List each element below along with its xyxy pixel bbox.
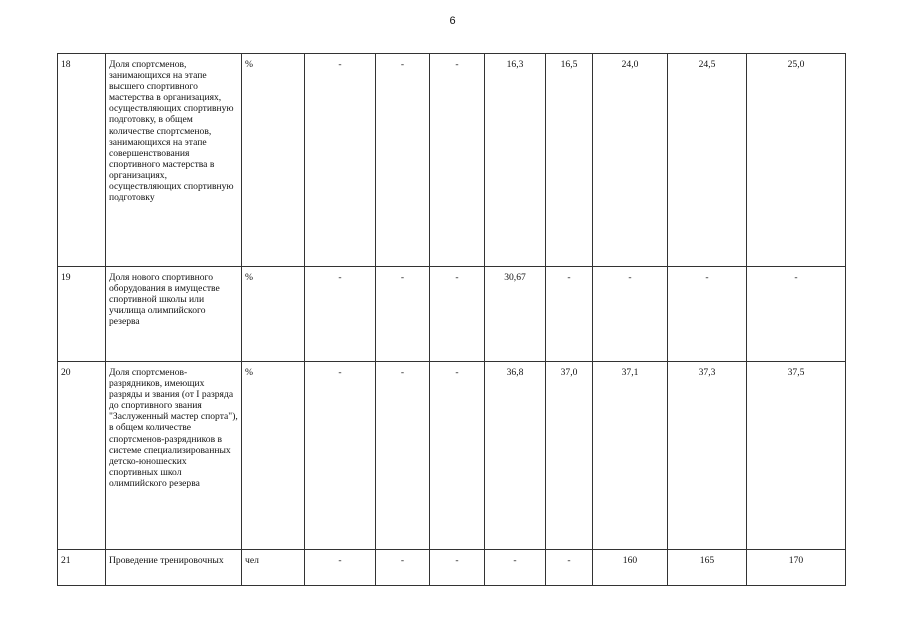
value-cell: 16,3 [485, 54, 546, 267]
table-row [58, 362, 846, 550]
value-cell: 165 [668, 550, 747, 586]
indicator-name: Проведение тренировочных [106, 550, 242, 586]
value-cell: 30,67 [485, 267, 546, 362]
row-number: 21 [58, 550, 106, 586]
value-cell: 24,0 [593, 54, 668, 267]
row-number: 18 [58, 54, 106, 267]
value-cell: - [305, 54, 376, 267]
value-cell: 36,8 [485, 362, 546, 550]
unit-cell: % [242, 54, 305, 267]
table-row [58, 54, 846, 267]
row-number: 19 [58, 267, 106, 362]
table-row [58, 550, 846, 586]
table-row [58, 267, 846, 362]
value-cell: - [747, 267, 846, 362]
indicator-name: Доля нового спортивного оборудования в имуществе спортивной школы или училища олимпийского резерва [106, 267, 242, 362]
value-cell: - [430, 54, 485, 267]
row-number: 20 [58, 362, 106, 550]
value-cell: - [305, 267, 376, 362]
value-cell: - [430, 267, 485, 362]
unit-cell: % [242, 267, 305, 362]
indicator-name: Доля спортсменов-разрядников, имеющих разряды и звания (от I разряда до спортивного звания "Заслуженный мастер спорта"), в общем количестве спортсменов-разрядников в системе специализированных детско-юношеских спортивных школ олимпийского резерва [106, 362, 242, 550]
value-cell: 170 [747, 550, 846, 586]
value-cell: - [593, 267, 668, 362]
value-cell: 24,5 [668, 54, 747, 267]
unit-cell: чел [242, 550, 305, 586]
value-cell: 37,3 [668, 362, 747, 550]
value-cell: 37,1 [593, 362, 668, 550]
indicator-name: Доля спортсменов, занимающихся на этапе высшего спортивного мастерства в организациях, осуществляющих спортивную подготовку, в общем количестве спортсменов, занимающихся на этапе совершенствования спортивного мастерства в организациях, осуществляющих спортивную подготовку [106, 54, 242, 267]
value-cell: - [305, 550, 376, 586]
value-cell: - [485, 550, 546, 586]
value-cell: 37,0 [546, 362, 593, 550]
value-cell: - [668, 267, 747, 362]
value-cell: - [546, 550, 593, 586]
value-cell: - [376, 550, 430, 586]
value-cell: - [546, 267, 593, 362]
value-cell: 16,5 [546, 54, 593, 267]
unit-cell: % [242, 362, 305, 550]
value-cell: - [376, 267, 430, 362]
value-cell: 160 [593, 550, 668, 586]
indicators-table [57, 53, 846, 586]
value-cell: 37,5 [747, 362, 846, 550]
value-cell: - [430, 550, 485, 586]
value-cell: - [305, 362, 376, 550]
page-number: 6 [449, 15, 456, 27]
value-cell: - [430, 362, 485, 550]
value-cell: 25,0 [747, 54, 846, 267]
value-cell: - [376, 362, 430, 550]
value-cell: - [376, 54, 430, 267]
